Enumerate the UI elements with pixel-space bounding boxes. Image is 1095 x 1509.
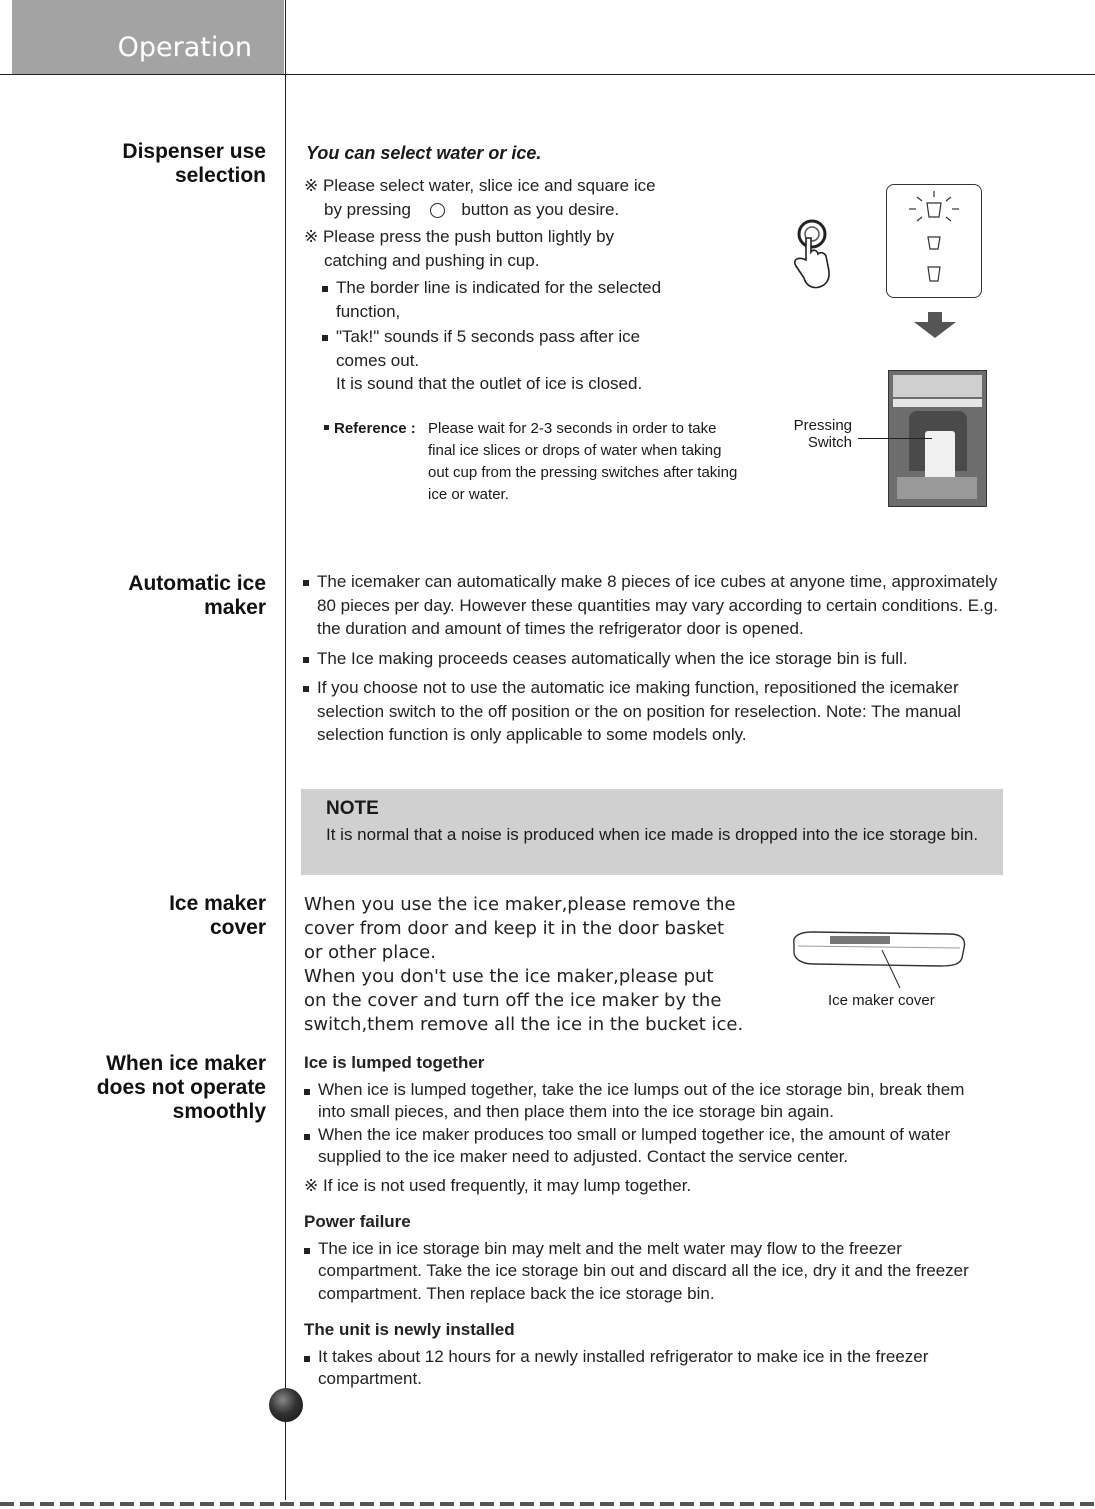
- reference-line-4: ice or water.: [428, 486, 509, 503]
- automatic-bullet-2: The Ice making proceeds ceases automatically when the ice storage bin is full.: [303, 647, 1008, 671]
- finger-press-icon: [786, 216, 836, 294]
- dispenser-bullet-1a: The border line is indicated for the selected: [322, 276, 744, 300]
- page-title: Operation: [117, 32, 252, 63]
- lumped-heading: Ice is lumped together: [304, 1053, 485, 1072]
- cover-line-1: When you use the ice maker,please remove the: [304, 894, 736, 915]
- reference-line-1: Please wait for 2-3 seconds in order to take: [428, 420, 717, 437]
- cover-line-5: on the cover and turn off the ice maker by the: [304, 990, 722, 1011]
- automatic-bullet-1: The icemaker can automatically make 8 pieces of ice cubes at anyone time, approximately 80 pieces per day. However these quantities may vary according to certain conditions. E.g. the duration and amount of times the refrigerator door is opened.: [303, 570, 1008, 641]
- cover-line-3: or other place.: [304, 942, 436, 963]
- section-title-dispenser: Dispenser use selection: [122, 140, 266, 187]
- ice-maker-cover-caption: Ice maker cover: [828, 992, 935, 1009]
- dispenser-bullet-2a: "Tak!" sounds if 5 seconds pass after ice: [322, 325, 744, 349]
- pressing-switch-label: [780, 417, 852, 451]
- note-title: NOTE: [326, 798, 379, 819]
- dispenser-bullet-2c: It is sound that the outlet of ice is closed.: [336, 374, 643, 393]
- dispenser-panel-icon: [886, 184, 982, 298]
- dispenser-p1a: ※ Please select water, slice ice and square ice: [304, 176, 656, 195]
- header-tab: [12, 0, 284, 75]
- dispenser-bullet-1: [304, 276, 744, 323]
- ice-maker-cover-icon: [790, 926, 968, 992]
- drip-tray-icon: [897, 477, 977, 499]
- lumped-bullet-1: When ice is lumped together, take the ice lumps out of the ice storage bin, break them into small pieces, and then place them into the ice storage bin again.: [304, 1079, 994, 1124]
- newly-installed-heading: The unit is newly installed: [304, 1320, 515, 1339]
- dispenser-bullet-2b: comes out.: [336, 350, 420, 370]
- automatic-bullet-3: If you choose not to use the automatic ice making function, repositioned the icemaker selection switch to the off position or the on position for reselection. Note: The manual selection function is only applicable to some models only.: [303, 676, 1008, 747]
- reference-block: [324, 418, 416, 440]
- reference-label: Reference :: [334, 420, 416, 437]
- column-divider: [285, 0, 286, 1500]
- dispenser-bullet-1b: function,: [336, 301, 401, 321]
- dispenser-p1b-pre: by pressing: [324, 199, 411, 219]
- cover-text: [304, 893, 743, 1037]
- header-divider: [0, 74, 1095, 75]
- pressing-switch-leader: [858, 438, 932, 439]
- dispenser-buttons-icon: [893, 399, 982, 407]
- cover-line-2: cover from door and keep it in the door basket: [304, 918, 725, 939]
- dispenser-p2a: ※ Please press the push button lightly by: [304, 227, 615, 246]
- reference-line-2: final ice slices or drops of water when taking: [428, 442, 722, 459]
- note-text: It is normal that a noise is produced when ice made is dropped into the ice storage bin.: [326, 825, 979, 844]
- power-bullet-1: The ice in ice storage bin may melt and the melt water may flow to the freezer compartment. Take the ice storage bin out and discard all the ice, dry it and the freezer compartment. Then replace back the ice storage bin.: [304, 1238, 994, 1306]
- dispenser-lead: You can select water or ice.: [306, 143, 542, 163]
- section-title-cover: Ice maker cover: [169, 892, 266, 939]
- pressing-label-line-2: Switch: [807, 434, 852, 451]
- power-heading: Power failure: [304, 1212, 411, 1231]
- page-marker-icon: [269, 1388, 303, 1422]
- dispenser-p1b: [304, 198, 744, 222]
- newly-installed-bullet-1: It takes about 12 hours for a newly installed refrigerator to make ice in the freezer compartment.: [304, 1346, 994, 1391]
- section-title-smooth: When ice maker does not operate smoothly: [96, 1052, 266, 1123]
- arrow-down-icon: [912, 312, 958, 338]
- section-title-automatic: Automatic ice maker: [128, 572, 266, 619]
- bottom-dashes: [0, 1502, 1095, 1506]
- reference-line-3: out cup from the pressing switches after taking: [428, 464, 738, 481]
- dispenser-display-icon: [893, 375, 982, 397]
- lumped-bullet-2: When the ice maker produces too small or lumped together ice, the amount of water supplied to the ice maker need to adjusted. Contact the service center.: [304, 1124, 994, 1169]
- reference-bullet: [324, 425, 329, 430]
- cover-line-4: When you don't use the ice maker,please put: [304, 966, 714, 987]
- cover-line-6: switch,them remove all the ice in the bucket ice.: [304, 1014, 744, 1035]
- select-button-icon: [430, 203, 445, 218]
- dispenser-p2b: catching and pushing in cup.: [324, 250, 540, 270]
- lumped-note: ※ If ice is not used frequently, it may lump together.: [304, 1175, 692, 1195]
- automatic-text: [303, 570, 1008, 747]
- smooth-text: [304, 1052, 994, 1391]
- dispenser-text: [304, 174, 744, 396]
- dispenser-p1b-post: button as you desire.: [461, 199, 620, 219]
- reference-text: [428, 418, 788, 506]
- panel-glyphs-icon: [887, 185, 981, 297]
- dispenser-bullet-2: [304, 325, 744, 396]
- pressing-label-line-1: Pressing: [793, 417, 852, 434]
